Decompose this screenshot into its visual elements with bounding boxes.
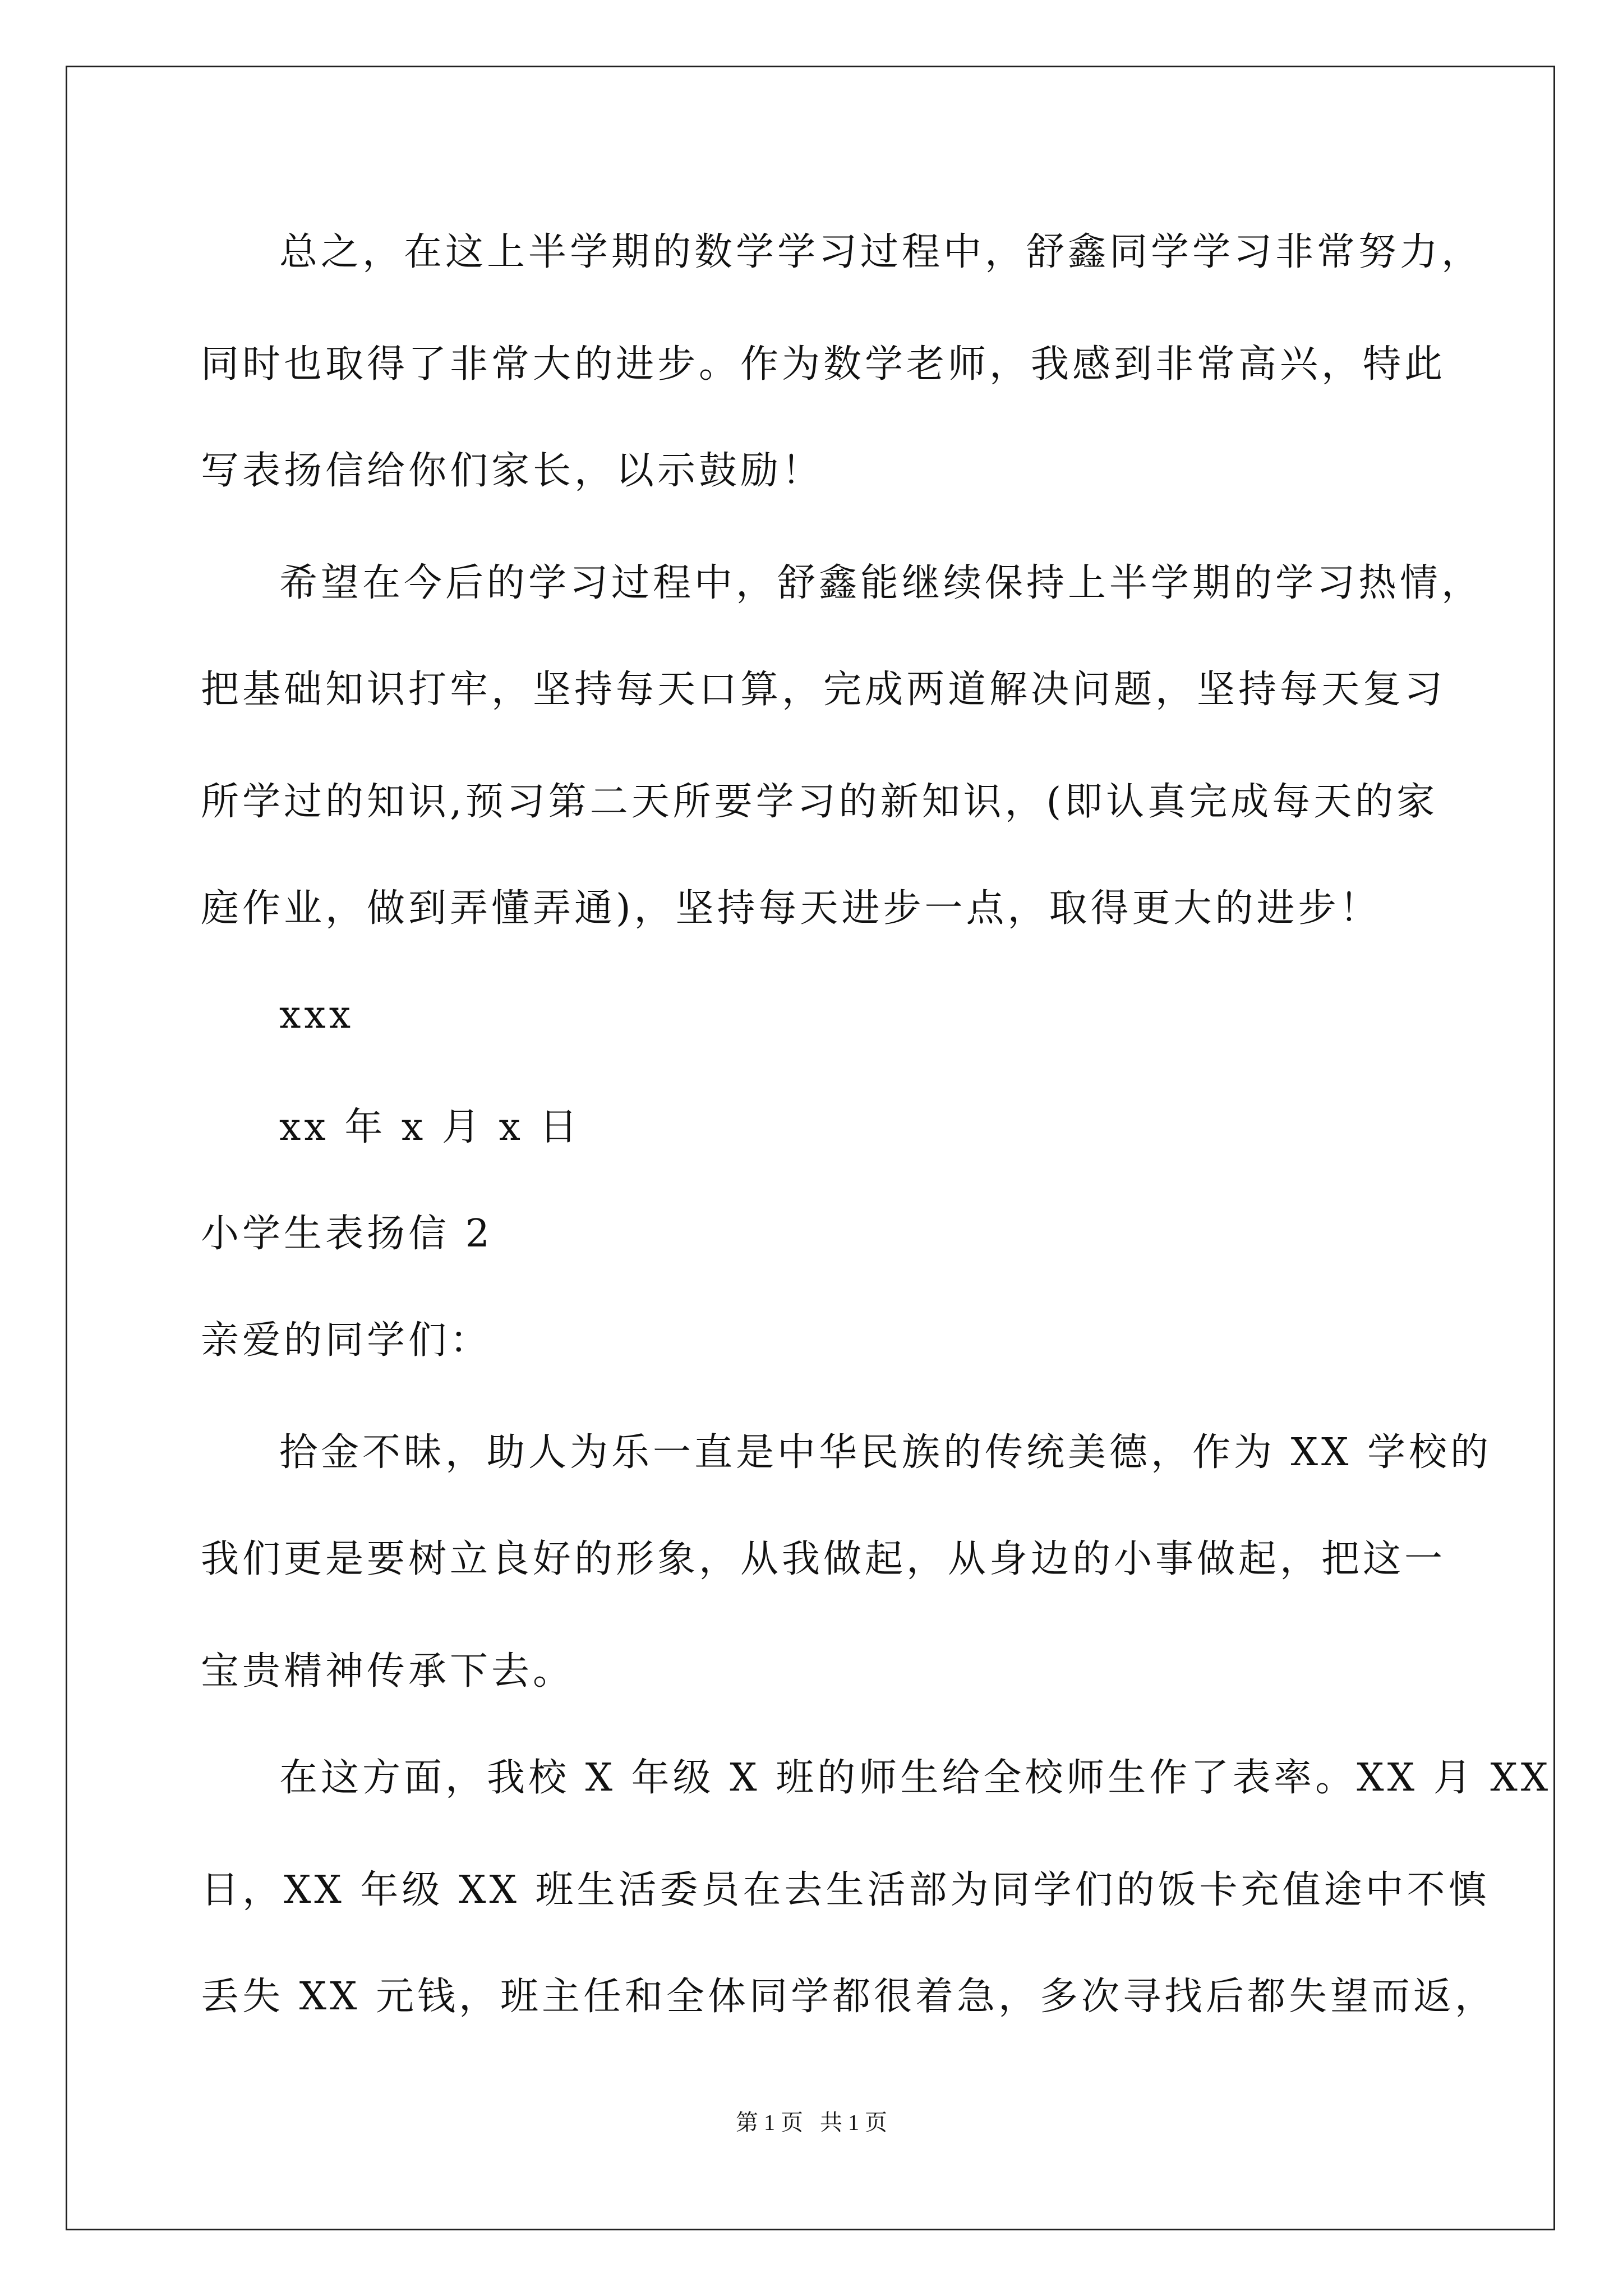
paragraph-2-line-3: 所学过的知识,预习第二天所要学习的新知识，(即认真完成每天的家 xyxy=(201,780,1438,824)
paragraph-2-line-1: 希望在今后的学习过程中，舒鑫能继续保持上半学期的学习热情， xyxy=(279,561,1483,605)
paragraph-3-line-3: 宝贵精神传承下去。 xyxy=(201,1649,575,1694)
paragraph-1-line-1: 总之，在这上半学期的数学学习过程中，舒鑫同学学习非常努力， xyxy=(279,230,1483,274)
date-line: xx 年 x 月 x 日 xyxy=(279,1105,581,1149)
paragraph-3-line-1: 拾金不昧，助人为乐一直是中华民族的传统美德，作为 XX 学校的 xyxy=(279,1430,1492,1475)
paragraph-4-line-1: 在这方面，我校 X 年级 X 班的师生给全校师生作了表率。XX 月 XX xyxy=(279,1756,1552,1800)
paragraph-1-line-3: 写表扬信给你们家长，以示鼓励！ xyxy=(201,449,824,493)
paragraph-2-line-4: 庭作业，做到弄懂弄通)，坚持每天进步一点，取得更大的进步！ xyxy=(201,886,1381,931)
signature: xxx xyxy=(279,993,354,1037)
salutation: 亲爱的同学们： xyxy=(201,1318,492,1363)
paragraph-4-line-2: 日，XX 年级 XX 班生活委员在去生活部为同学们的饭卡充值途中不慎 xyxy=(201,1868,1490,1912)
paragraph-2-line-2: 把基础知识打牢，坚持每天口算，完成两道解决问题，坚持每天复习 xyxy=(201,668,1446,712)
paragraph-4-line-3: 丢失 XX 元钱，班主任和全体同学都很着急，多次寻找后都失望而返， xyxy=(201,1975,1497,2019)
paragraph-3-line-2: 我们更是要树立良好的形象，从我做起，从身边的小事做起，把这一 xyxy=(201,1537,1446,1581)
letter-2-heading: 小学生表扬信 2 xyxy=(201,1212,493,1256)
page-footer: 第 1 页 共 1 页 xyxy=(736,2110,887,2135)
paragraph-1-line-2: 同时也取得了非常大的进步。作为数学老师，我感到非常高兴，特此 xyxy=(201,342,1446,386)
